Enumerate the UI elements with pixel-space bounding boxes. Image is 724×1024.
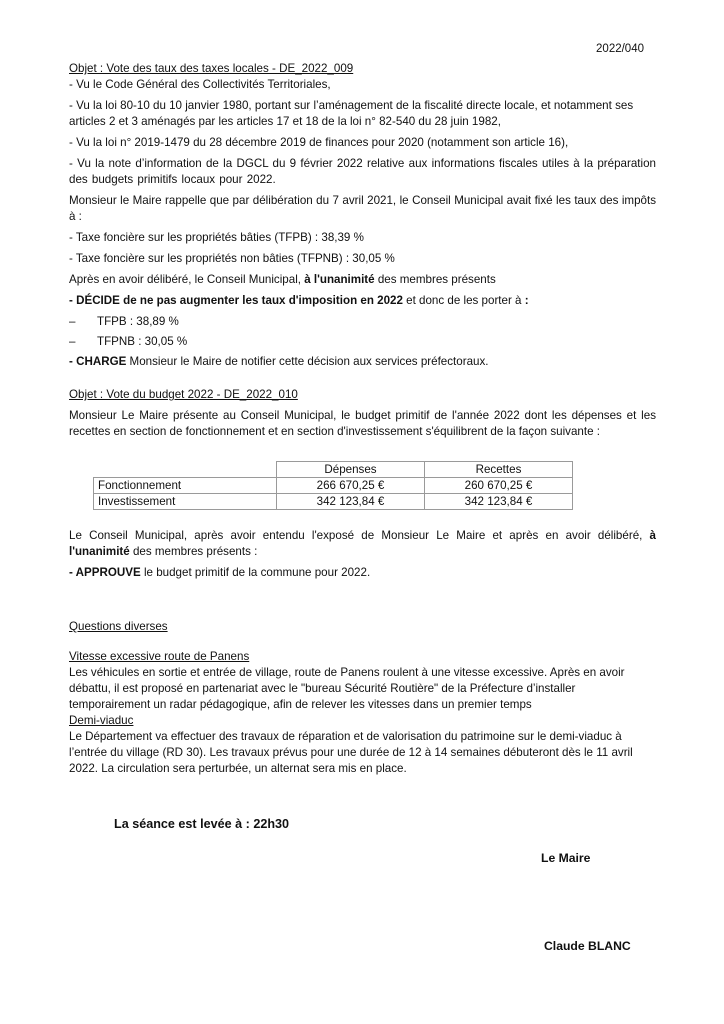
questions-title: Questions diverses [69, 620, 168, 633]
maire-title: Le Maire [541, 851, 591, 865]
rappel-paragraph: Monsieur le Maire rappelle que par délibération du 7 avril 2021, le Conseil Municipal avait fixé les taux des impôts à : [69, 194, 656, 223]
tfpb-previous-rate: - Taxe foncière sur les propriétés bâties (TFPB) : 38,39 % [69, 231, 364, 244]
budget-intro: Monsieur Le Maire présente au Conseil Municipal, le budget primitif de l'année 2022 dont les dépenses et les recettes en section de fonctionnement et en section d'investissement s'équilibrent de la façon suivante : [69, 409, 656, 438]
tfpb-new-text: TFPB : 38,89 % [97, 315, 179, 328]
questions-section [69, 619, 656, 777]
decide-suffix: et donc de les porter à [402, 294, 525, 307]
deliberation-line [69, 272, 656, 288]
charge-text: - CHARGE [69, 355, 127, 368]
unanimity-text: à l'unanimité [304, 273, 375, 286]
approuve-rest: le budget primitif de la commune pour 2022. [140, 566, 371, 579]
deliberation-text: Après en avoir délibéré, le Conseil Municipal, [69, 273, 305, 286]
tfpb-new-rate [69, 314, 656, 330]
budget-title: Objet : Vote du budget 2022 - DE_2022_010 [69, 388, 298, 401]
table-cell: 266 670,25 € [277, 478, 425, 494]
viaduc-text: Le Département va effectuer des travaux de réparation et de valorisation du patrimoine sur le demi-viaduc à l’entrée du village (RD 30). Les travaux prévus pour une durée de 12 à 14 semaines débuteront dès le 11 avril 2022. La circulation sera perturbée, un alternat sera mis en place. [69, 730, 633, 775]
vu-loi-2019: - Vu la loi n° 2019-1479 du 28 décembre 2019 de finances pour 2020 (notamment son article 16), [69, 136, 569, 149]
charge-rest: Monsieur le Maire de notifier cette décision aux services préfectoraux. [126, 355, 489, 368]
table-header-cell: Recettes [425, 462, 573, 478]
viaduc-title: Demi-viaduc [69, 714, 134, 727]
budget-section [69, 387, 656, 440]
taxes-section [69, 61, 656, 370]
decide-line [69, 293, 656, 309]
conseil-unanimity: l'unanimité [69, 545, 130, 558]
table-cell: 260 670,25 € [425, 478, 573, 494]
table-cell: Investissement [94, 494, 277, 510]
taxes-title: Objet : Vote des taux des taxes locales - DE_2022_009 [69, 62, 354, 75]
seance-closing: La séance est levée à : 22h30 [114, 817, 290, 831]
vu-cgct: - Vu le Code Général des Collectivités Territoriales, [69, 78, 331, 91]
document-reference: 2022/040 [596, 43, 644, 55]
conseil-bold-a: à [649, 529, 656, 542]
conseil-text: Le Conseil Municipal, après avoir entendu l'exposé de Monsieur Le Maire et après en avoir délibéré, [69, 529, 650, 542]
charge-line [69, 354, 656, 370]
approuve-text: - APPROUVE [69, 566, 141, 579]
table-header-row [94, 462, 573, 478]
table-row [94, 478, 573, 494]
signatory-name: Claude BLANC [544, 939, 631, 953]
tfpnb-new-rate [69, 334, 656, 350]
tfpnb-previous-rate: - Taxe foncière sur les propriétés non bâties (TFPNB) : 30,05 % [69, 252, 395, 265]
budget-approval [69, 528, 656, 581]
deliberation-suffix: des membres présents [374, 273, 496, 286]
table-header-cell [94, 462, 277, 478]
table-header-cell: Dépenses [277, 462, 425, 478]
table-cell: 342 123,84 € [425, 494, 573, 510]
vu-note-dgcl: - Vu la note d’information de la DGCL du 9 février 2022 relative aux informations fiscales utiles à la préparation des budgets primitifs locaux pour 2022. [69, 157, 656, 186]
table-cell: 342 123,84 € [277, 494, 425, 510]
conseil-suffix: des membres présents : [129, 545, 258, 558]
dash-marker: – [69, 335, 76, 348]
table-cell: Fonctionnement [94, 478, 277, 494]
table-row [94, 494, 573, 510]
approuve-line [69, 565, 656, 581]
vitesse-text: Les véhicules en sortie et entrée de village, route de Panens roulent à une vitesse excessive. Après en avoir débattu, il est proposé en partenariat avec le "bureau Sécurité Routière" de la Préfecture d’installer temporairement un radar pédagogique, afin de relever les vitesses dans un premier temps [69, 666, 625, 711]
dash-marker: – [69, 315, 76, 328]
budget-table [93, 461, 573, 510]
decide-text: - DÉCIDE de ne pas augmenter les taux d'imposition en 2022 [69, 294, 403, 307]
vitesse-title: Vitesse excessive route de Panens [69, 650, 250, 663]
decide-colon: : [524, 294, 529, 307]
tfpnb-new-text: TFPNB : 30,05 % [97, 335, 188, 348]
conseil-paragraph [69, 528, 656, 560]
vu-loi-1980: - Vu la loi 80-10 du 10 janvier 1980, portant sur l’aménagement de la fiscalité directe locale, et notamment ses articles 2 et 3 aménagés par les articles 17 et 18 de la loi n° 82-540 du 28 juin 1982, [69, 99, 634, 128]
